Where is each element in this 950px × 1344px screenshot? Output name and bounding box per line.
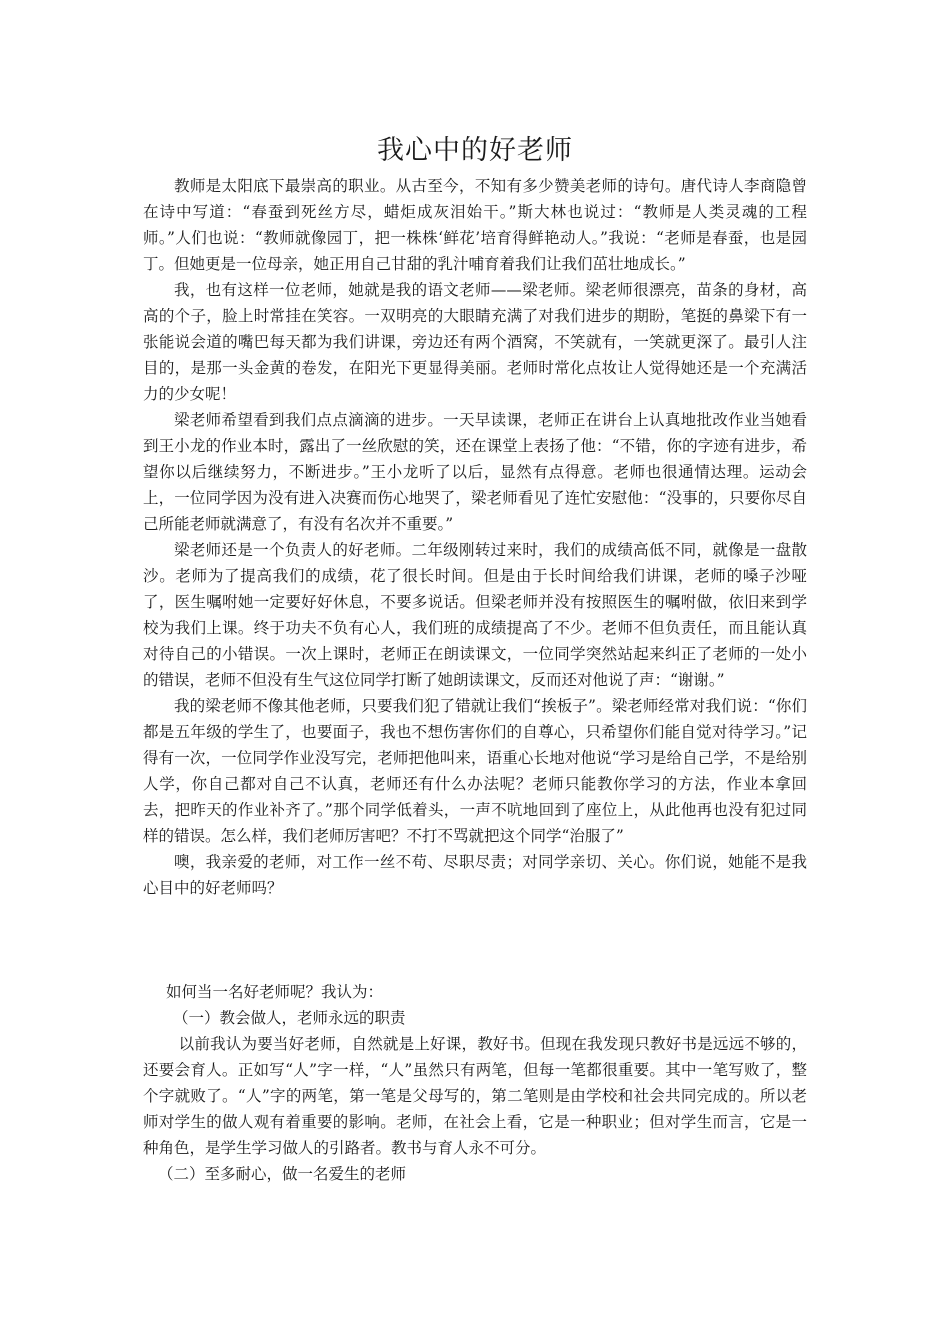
paragraph: 我，也有这样一位老师，她就是我的语文老师——梁老师。梁老师很漂亮，苗条的身材，高高的个子，脸上时常挂在笑容。一双明亮的大眼睛充满了对我们进步的期盼，笔挺的鼻梁下有一张能说会道的嘴巴每天都为我们讲课，旁边还有两个酒窝，不笑就有，一笑就更深了。最引人注目的，是那一头金黄的卷发，在阳光下更显得美丽。老师时常化点妆让人觉得她还是一个充满活力的少女呢！ [143,281,807,403]
blank-space [143,901,807,979]
paragraph: 教师是太阳底下最崇高的职业。从古至今，不知有多少赞美老师的诗句。唐代诗人李商隐曾在诗中写道：“春蚕到死丝方尽，蜡炬成灰泪始干。”斯大林也说过：“教师是人类灵魂的工程师。”人们也说：“教师就像园丁，把一株株‘鲜花’培育得鲜艳动人。”我说：“老师是春蚕，也是园丁。但她更是一位母亲，她正用自己甘甜的乳汁哺育着我们让我们茁壮地成长。” [143,177,807,273]
document-body [143,173,807,1187]
page-title: 我心中的好老师 [377,135,573,166]
paragraph: 以前我认为要当好老师，自然就是上好课，教好书。但现在我发现只教好书是远远不够的，还要会育人。正如写“人”字一样，“人”虽然只有两笔，但每一笔都很重要。其中一笔写败了，整个字就败了。“人”字的两笔，第一笔是父母写的，第二笔则是由学校和社会共同完成的。所以老师对学生的做人观有着重要的影响。老师，在社会上看，它是一种职业；但对学生而言，它是一种角色，是学生学习做人的引路者。教书与育人永不可分。 [143,1035,807,1157]
paragraph: 梁老师希望看到我们点点滴滴的进步。一天早读课，老师正在讲台上认真地批改作业当她看到王小龙的作业本时，露出了一丝欣慰的笑，还在课堂上表扬了他：“不错，你的字迹有进步，希望你以后继续努力，不断进步。”王小龙听了以后，显然有点得意。老师也很通情达理。运动会上，一位同学因为没有进入决赛而伤心地哭了，梁老师看见了连忙安慰他：“没事的，只要你尽自己所能老师就满意了，有没有名次并不重要。” [143,411,807,533]
intro-line: 如何当一名好老师呢？我认为： [166,983,384,1001]
paragraph: 梁老师还是一个负责人的好老师。二年级刚转过来时，我们的成绩高低不同，就像是一盘散沙。老师为了提高我们的成绩，花了很长时间。但是由于长时间给我们讲课，老师的嗓子沙哑了，医生嘱咐她一定要好好休息，不要多说话。但梁老师并没有按照医生的嘱咐做，依旧来到学校为我们上课。终于功夫不负有心人，我们班的成绩提高了不少。老师不但负责任，而且能认真对待自己的小错误。一次上课时，老师正在朗读课文，一位同学突然站起来纠正了老师的一处小的错误，老师不但没有生气这位同学打断了她朗读课文，反而还对他说了声：“谢谢。” [143,541,807,689]
paragraph: 我的梁老师不像其他老师，只要我们犯了错就让我们“挨板子”。梁老师经常对我们说：“你们都是五年级的学生了，也要面子，我也不想伤害你们的自尊心，只希望你们能自觉对待学习。”记得有一次，一位同学作业没写完，老师把他叫来，语重心长地对他说“学习是给自己学，不是给别人学，你自己都对自己不认真，老师还有什么办法呢？老师只能教你学习的方法，作业本拿回去，把昨天的作业补齐了。”那个同学低着头，一声不吭地回到了座位上，从此他再也没有犯过同样的错误。怎么样，我们老师厉害吧？不打不骂就把这个同学“治服了” [143,697,807,845]
section-heading-1: （一）教会做人，老师永远的职责 [173,1009,406,1027]
paragraph: 噢，我亲爱的老师，对工作一丝不苟、尽职尽责；对同学亲切、关心。你们说，她能不是我心目中的好老师吗？ [143,853,807,897]
section-heading-2: （二）至多耐心，做一名爱生的老师 [158,1165,407,1183]
